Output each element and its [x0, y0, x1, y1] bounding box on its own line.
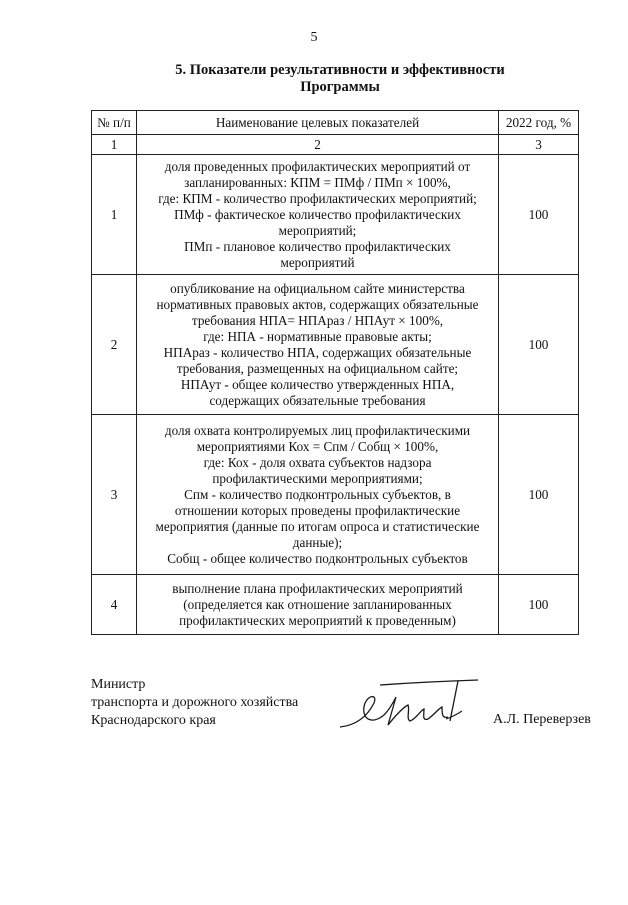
description-line: отношении которых проведены профилактические: [174, 502, 461, 518]
column-numbers-row: [92, 135, 579, 155]
description-line: Собщ - общее количество подконтрольных субъектов: [167, 550, 468, 566]
row-number: 1: [92, 155, 137, 275]
description-line: мероприятий;: [278, 222, 357, 238]
table-row: [92, 155, 579, 275]
row-description: [137, 575, 499, 635]
header-indicator-name: Наименование целевых показателей: [137, 111, 499, 135]
table-row: [92, 575, 579, 635]
row-value: 100: [499, 415, 579, 575]
description-line: НПАут - общее количество утвержденных НПА,: [180, 376, 455, 392]
description-line: НПАраз - количество НПА, содержащих обязательные: [163, 344, 472, 360]
header-year-percent: 2022 год, %: [499, 111, 579, 135]
page-number: 5: [310, 30, 318, 45]
row-number: 2: [92, 275, 137, 415]
description-line: мероприятия (данные по итогам опроса и статистические: [155, 518, 480, 534]
description-line: мероприятий: [280, 254, 355, 270]
table-row: [92, 275, 579, 415]
section-title-line-2: Программы: [300, 79, 380, 95]
position-line: транспорта и дорожного хозяйства: [91, 695, 299, 710]
description-line: выполнение плана профилактических мероприятий: [172, 580, 463, 596]
row-value: 100: [499, 275, 579, 415]
description-line: ПМф - фактическое количество профилактических: [174, 206, 461, 222]
description-line: ПМп - плановое количество профилактических: [184, 238, 451, 254]
description-line: нормативных правовых актов, содержащих обязательные: [156, 296, 479, 312]
handwritten-signature: [338, 675, 488, 737]
row-number: 4: [92, 575, 137, 635]
description-line: Спм - количество подконтрольных субъектов, в: [184, 486, 451, 502]
signatory-position: [91, 676, 298, 730]
description-line: данные);: [292, 534, 343, 550]
table-row: [92, 415, 579, 575]
description-line: (определяется как отношение запланированных: [183, 596, 452, 612]
section-title: [100, 62, 580, 96]
indicators-table: [91, 110, 579, 635]
position-line: Краснодарского края: [91, 713, 216, 728]
description-line: где: КПМ - количество профилактических мероприятий;: [158, 190, 477, 206]
header-number: № п/п: [92, 111, 137, 135]
row-description: [137, 275, 499, 415]
row-number: 3: [92, 415, 137, 575]
description-line: профилактическими мероприятиями;: [212, 470, 423, 486]
column-number: 1: [92, 135, 137, 155]
row-value: 100: [499, 575, 579, 635]
signatory-name: А.Л. Переверзев: [493, 712, 591, 727]
description-line: где: Кох - доля охвата субъектов надзора: [203, 454, 432, 470]
description-line: требования НПА= НПАраз / НПАут × 100%,: [191, 312, 444, 328]
column-number: 3: [499, 135, 579, 155]
description-line: содержащих обязательные требования: [209, 392, 426, 408]
description-line: запланированных: КПМ = ПМф / ПМп × 100%,: [184, 174, 451, 190]
column-number: 2: [137, 135, 499, 155]
description-line: опубликование на официальном сайте министерства: [170, 280, 465, 296]
section-title-line-1: 5. Показатели результативности и эффективности: [175, 62, 505, 78]
description-line: доля охвата контролируемых лиц профилактическими: [164, 422, 471, 438]
table-header-row: [92, 111, 579, 135]
description-line: мероприятиями Кох = Спм / Собщ × 100%,: [196, 438, 439, 454]
row-description: [137, 415, 499, 575]
row-description: [137, 155, 499, 275]
description-line: профилактических мероприятий к проведенным): [179, 612, 456, 628]
row-value: 100: [499, 155, 579, 275]
description-line: где: НПА - нормативные правовые акты;: [203, 328, 432, 344]
position-line: Министр: [91, 677, 146, 692]
description-line: требования, размещенных на официальном сайте;: [176, 360, 459, 376]
description-line: доля проведенных профилактических мероприятий от: [164, 158, 471, 174]
